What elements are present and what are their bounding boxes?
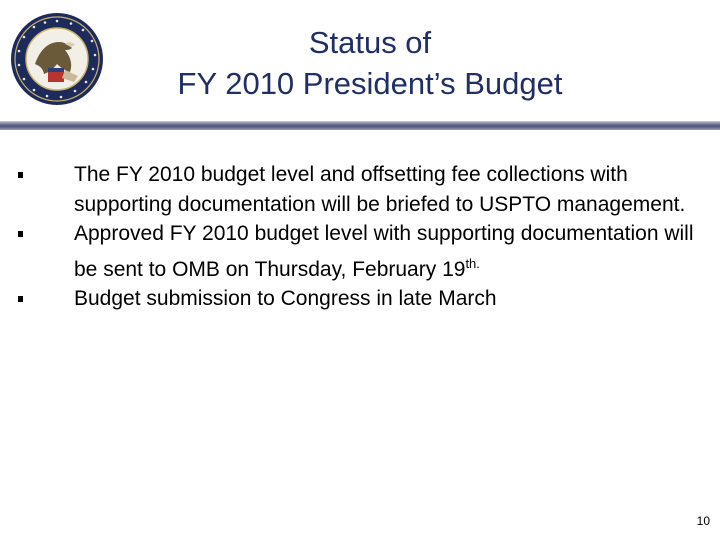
bullet-superscript: th.: [465, 255, 480, 271]
title-line-2: FY 2010 President’s Budget: [177, 66, 563, 101]
slide-title: [110, 22, 630, 104]
bullet-marker: [18, 231, 23, 237]
bullet-text: The FY 2010 budget level and offsetting fee collections with supporting documentation will be briefed to USPTO management.: [74, 163, 686, 216]
bullet-marker: [18, 296, 23, 302]
bullet-item: [14, 219, 704, 284]
title-divider: [0, 121, 720, 130]
bullet-item: [14, 284, 704, 314]
bullet-text: Approved FY 2010 budget level with supporting documentation will be sent to OMB on Thursday, February 19: [74, 222, 694, 281]
bullet-text: Budget submission to Congress in late March: [74, 287, 497, 310]
bullet-item: [14, 160, 704, 219]
page-number: 10: [696, 514, 710, 528]
agency-seal: [10, 12, 104, 106]
title-line-1: Status of: [308, 25, 432, 60]
bullet-list: [14, 160, 704, 314]
bullet-marker: [18, 172, 23, 178]
uspto-seal-icon: [10, 12, 104, 106]
